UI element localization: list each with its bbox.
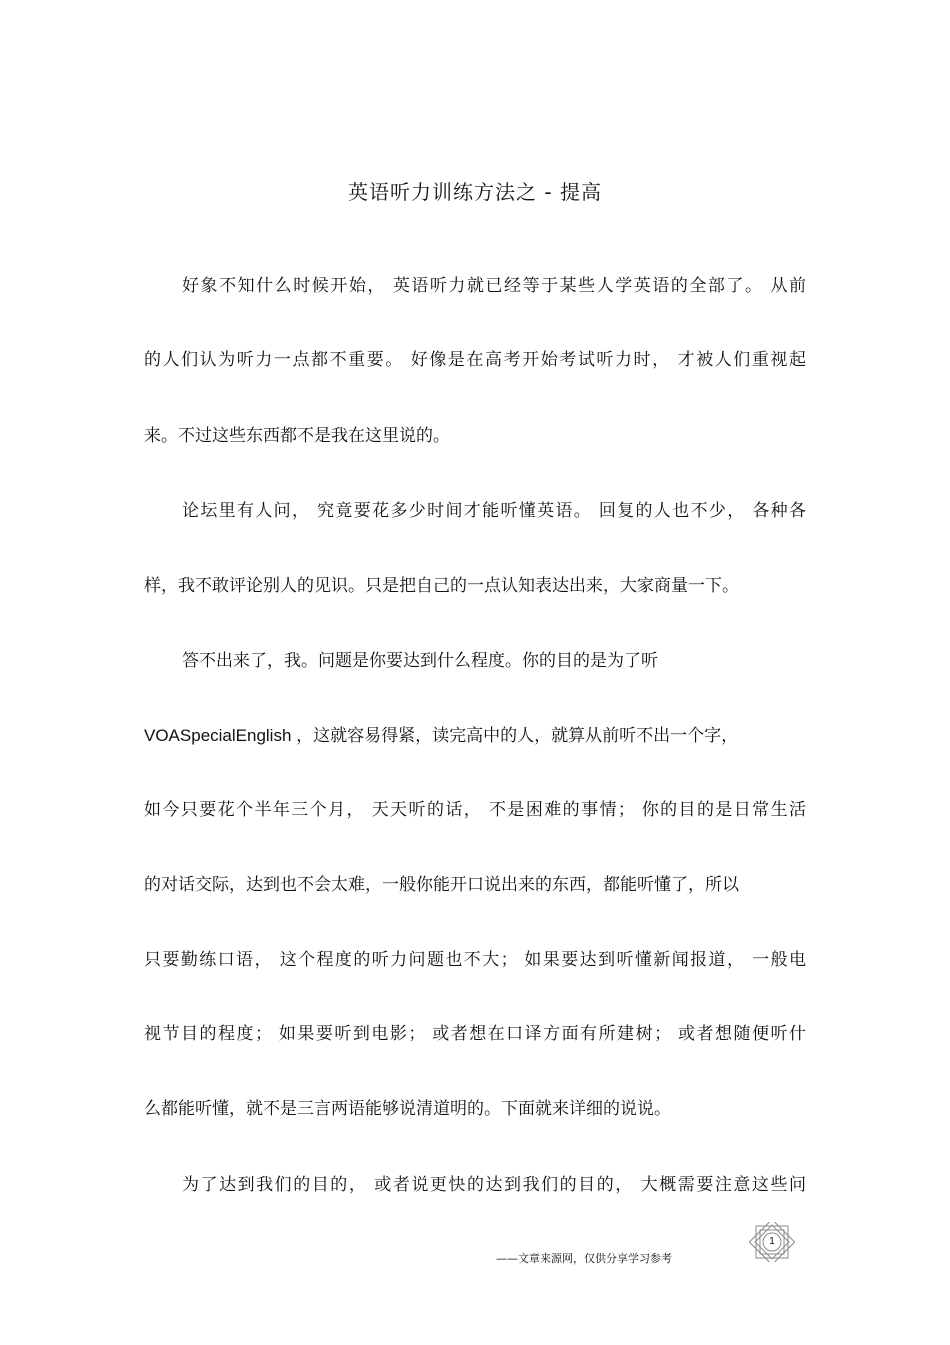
page-number: 1 bbox=[769, 1236, 775, 1247]
source-note: ——文章来源网，仅供分享学习参考 bbox=[496, 1252, 672, 1265]
body-line-4: 论坛里有人问， 究竟要花多少时间才能听懂英语。 回复的人也不少， 各种各 bbox=[182, 501, 806, 521]
body-line-5: 样，我不敢评论别人的见识。只是把自己的一点认知表达出来，大家商量一下。 bbox=[144, 576, 739, 596]
body-line-7: VOASpecialEnglish ，这就容易得紧，读完高中的人，就算从前听不出一个字， bbox=[144, 726, 739, 745]
body-line-10: 只要勤练口语， 这个程度的听力问题也不大； 如果要达到听懂新闻报道， 一般电 bbox=[144, 950, 806, 970]
body-line-11: 视节目的程度； 如果要听到电影； 或者想在口译方面有所建树； 或者想随便听什 bbox=[144, 1024, 806, 1044]
body-line-12: 么都能听懂，就不是三言两语能够说清道明的。下面就来详细的说说。 bbox=[144, 1099, 671, 1119]
body-line-3: 来。不过这些东西都不是我在这里说的。 bbox=[144, 426, 450, 446]
body-line-13: 为了达到我们的目的， 或者说更快的达到我们的目的， 大概需要注意这些问 bbox=[182, 1175, 806, 1195]
body-line-2: 的人们认为听力一点都不重要。 好像是在高考开始考试听力时， 才被人们重视起 bbox=[144, 350, 806, 370]
body-line-8: 如今只要花个半年三个月， 天天听的话， 不是困难的事情； 你的目的是日常生活 bbox=[144, 800, 806, 820]
document-title: 英语听力训练方法之 - 提高 bbox=[348, 180, 602, 204]
body-line-1: 好象不知什么时候开始， 英语听力就已经等于某些人学英语的全部了。 从前 bbox=[182, 276, 806, 296]
body-line-6: 答不出来了，我。问题是你要达到什么程度。你的目的是为了听 bbox=[182, 651, 658, 671]
body-line-9: 的对话交际，达到也不会太难，一般你能开口说出来的东西，都能听懂了，所以 bbox=[144, 875, 739, 895]
